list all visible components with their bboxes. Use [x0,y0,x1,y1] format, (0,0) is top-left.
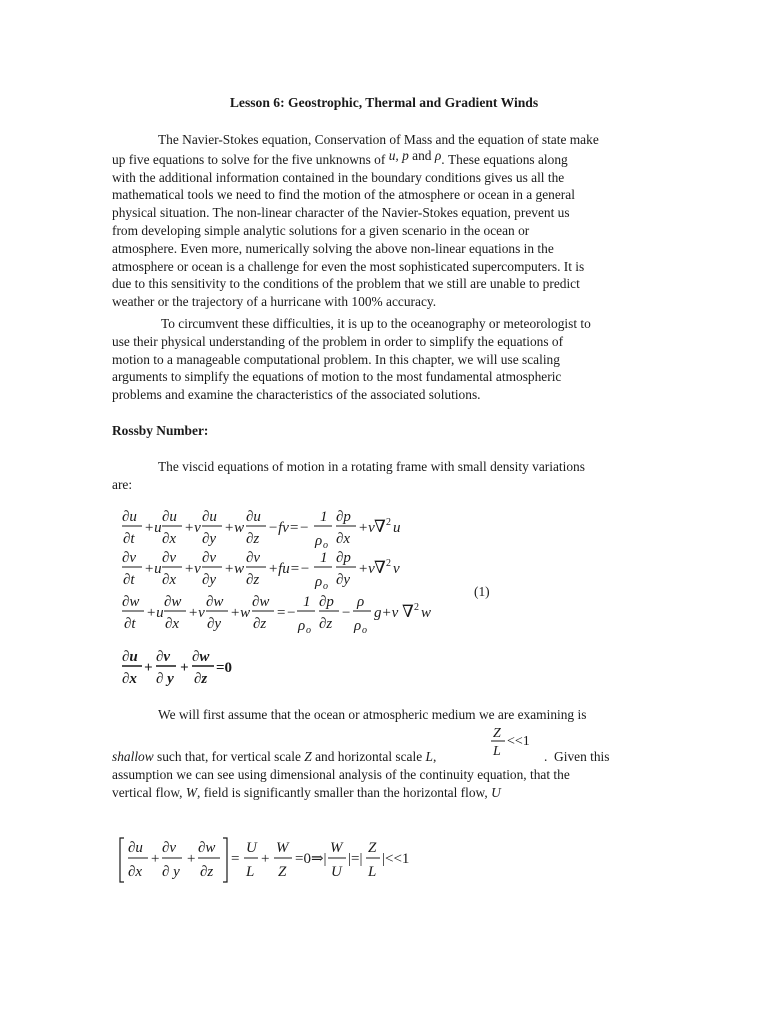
svg-text:+ν: +ν [358,520,375,536]
svg-text:∂ y: ∂ y [156,671,174,687]
svg-text:L: L [246,864,255,880]
svg-text:∂w: ∂w [192,649,210,665]
para2-line-4: arguments to simplify the equations of motion to the most fundamental atmospheric [112,369,562,385]
intro-line-5: physical situation. The non-linear character of the Navier-Stokes equation, prevent us [112,205,570,221]
z-over-l-inline-fraction [490,724,540,764]
svg-text:∂w: ∂w [198,840,216,856]
svg-text:∇: ∇ [374,558,386,577]
unknowns-and: and [412,147,432,163]
para2-line-2: use their physical understanding of the problem in order to simplify the equations of [112,333,564,349]
svg-text:∂y: ∂y [202,531,217,547]
u-momentum-equation [122,509,401,551]
unknowns-rho: ρ [434,147,442,163]
svg-text:∂z: ∂z [200,864,214,880]
svg-text:∂v: ∂v [122,550,137,566]
svg-text:2: 2 [386,558,391,569]
svg-text:u: u [393,520,401,536]
svg-text:+: + [180,660,189,676]
svg-text:=−: =− [276,605,297,621]
svg-text:∂z: ∂z [246,531,260,547]
svg-text:∂v: ∂v [162,550,177,566]
horizontal-scale-L: L [425,749,433,764]
svg-text:+u: +u [144,561,162,577]
para4-line-2-b: and horizontal scale [311,749,426,764]
svg-text:ρ: ρ [298,618,306,634]
para4-line-2 [112,748,436,766]
svg-text:L: L [368,864,377,880]
svg-text:+u: +u [146,605,164,621]
svg-text:o: o [323,540,328,551]
svg-text:∇: ∇ [374,517,386,536]
svg-text:∂x: ∂x [128,864,143,880]
svg-text:+: + [186,851,197,867]
intro-line-8: atmosphere or ocean is a challenge for even the most sophisticated supercomputers. It is [112,258,585,274]
intro-line-2-text: up five equations to solve for the five unknowns of [112,151,386,167]
svg-text:∂u: ∂u [128,840,143,856]
para4-line-4 [112,784,650,802]
svg-text:∂z: ∂z [194,671,208,687]
svg-text:Z: Z [368,840,377,856]
svg-text:|=|: |=| [348,851,363,867]
section-heading-rossby: Rossby Number: [112,423,209,438]
svg-text:v: v [393,561,400,577]
svg-text:+v: +v [184,561,201,577]
unknowns-u-p: u, p [388,147,409,163]
svg-text:Z: Z [493,726,501,741]
svg-text:Z: Z [278,864,287,880]
w-momentum-equation [122,594,431,636]
svg-text:+v: +v [188,605,205,621]
svg-text:∂t: ∂t [124,616,136,632]
svg-text:∂y: ∂y [207,616,222,632]
svg-text:o: o [362,625,367,636]
para4-line-2-a: such that, for vertical scale [153,749,305,764]
svg-text:∂v: ∂v [202,550,217,566]
vertical-scale-Z: Z [304,749,312,764]
svg-text:w: w [421,605,432,621]
para3-line-2: are: [112,476,133,492]
continuity-scaling-equation [112,832,432,887]
svg-text:∂v: ∂v [162,840,177,856]
svg-text:∂t: ∂t [123,531,135,547]
horizontal-flow-U: U [491,784,501,800]
svg-text:|<<1: |<<1 [382,851,410,867]
svg-text:+v: +v [184,520,201,536]
intro-line-9: due to this sensitivity to the conditions of the problem that we still are unable to predict [112,276,580,292]
fourth-paragraph [112,706,650,724]
given-this: Given this [554,749,610,764]
svg-text:∂u: ∂u [122,649,138,665]
svg-text:∂z: ∂z [253,616,267,632]
svg-text:W: W [330,840,343,856]
svg-text:∂w: ∂w [122,594,140,610]
para2-line-3: motion to a manageable computational problem. In this chapter, we will use scaling [112,351,560,367]
vertical-flow-W: W [185,784,198,800]
svg-text:<<1: <<1 [507,734,530,749]
intro-line-10: weather or the trajectory of a hurricane with 100% accuracy. [112,294,437,310]
intro-line-6: from developing simple analytic solutions for a given scenario in the ocean or [112,222,530,238]
svg-text:−fv=−: −fv=− [268,520,310,536]
para3-line-1: The viscid equations of motion in a rotating frame with small density variations [158,459,585,474]
svg-text:∂u: ∂u [122,509,137,525]
svg-text:∂u: ∂u [162,509,177,525]
svg-text:ρ: ρ [315,533,323,549]
continuity-equation [122,649,232,687]
intro-line-7: atmosphere. Even more, numerically solving the above non-linear equations in the [112,240,554,256]
svg-text:∂x: ∂x [162,531,177,547]
svg-text:ρ: ρ [354,618,362,634]
page-title: Lesson 6: Geostrophic, Thermal and Gradient Winds [229,95,539,110]
svg-text:∂p: ∂p [336,550,351,566]
svg-text:+w: +w [224,561,245,577]
intro-line-1: The Navier-Stokes equation, Conservation of Mass and the equation of state make [158,132,599,147]
svg-text:U: U [331,864,342,880]
svg-text:ρ: ρ [357,594,365,610]
svg-text:L: L [493,744,501,759]
svg-text:2: 2 [386,517,391,528]
svg-text:∂x: ∂x [162,572,177,588]
svg-text:+fu=−: +fu=− [268,561,311,577]
svg-text:∂p: ∂p [336,509,351,525]
svg-text:−: − [341,605,352,621]
svg-text:∂y: ∂y [202,572,217,588]
svg-text:U: U [246,840,257,856]
svg-text:=: = [231,851,240,867]
svg-text:∂u: ∂u [202,509,217,525]
svg-text:∂v: ∂v [246,550,261,566]
svg-text:∂w: ∂w [252,594,270,610]
svg-text:W: W [276,840,289,856]
svg-text:1: 1 [320,550,328,566]
svg-text:+: + [150,851,161,867]
para4-line-4-a: vertical flow, [112,784,186,800]
svg-text:∂x: ∂x [336,531,351,547]
para4-line-3: assumption we can see using dimensional analysis of the continuity equation, that the [112,767,570,782]
svg-text:o: o [323,581,328,592]
equation-number: (1) [474,584,490,599]
svg-text:=0⇒|: =0⇒| [295,851,327,867]
svg-text:∂p: ∂p [319,594,334,610]
svg-text:∂z: ∂z [319,616,333,632]
svg-text:1: 1 [303,594,311,610]
svg-text:∂u: ∂u [246,509,261,525]
svg-text:+: + [144,660,153,676]
third-paragraph [112,458,650,494]
intro-line-3: with the additional information contained in the boundary conditions gives us all the [112,169,565,185]
intro-line-2 [112,147,650,169]
para4-line-2-c: , [432,749,437,764]
svg-text:o: o [306,625,311,636]
svg-text:+ν: +ν [358,561,375,577]
svg-text:1: 1 [320,509,328,525]
svg-text:∇: ∇ [402,602,414,621]
svg-text:∂z: ∂z [246,572,260,588]
svg-text:∂w: ∂w [164,594,182,610]
svg-text:∂v: ∂v [156,649,171,665]
svg-text:=0: =0 [216,660,233,676]
svg-text:+w: +w [230,605,251,621]
second-paragraph [112,315,650,404]
svg-text:∂t: ∂t [123,572,135,588]
para4-line-2-end: . Given this [544,749,610,764]
svg-text:+u: +u [144,520,162,536]
intro-line-2-end: . These equations along [441,151,568,167]
svg-text:∂w: ∂w [206,594,224,610]
shallow-word: shallow [112,749,154,764]
svg-text:g+ν: g+ν [374,605,399,621]
intro-line-4: mathematical tools we need to find the motion of the atmosphere or ocean in a general [112,187,575,203]
equations-of-motion [112,505,532,695]
svg-text:2: 2 [414,602,419,613]
svg-text:+w: +w [224,520,245,536]
svg-text:∂y: ∂y [336,572,351,588]
svg-text:+: + [261,851,270,867]
para4-continued [112,766,650,802]
para2-line-1: To circumvent these difficulties, it is up to the oceanography or meteorologist to [161,316,591,331]
para4-line-4-b: , field is significantly smaller than the horizontal flow, [197,784,492,800]
svg-text:ρ: ρ [315,574,323,590]
intro-paragraph [112,131,650,311]
v-momentum-equation [122,550,400,592]
svg-text:∂x: ∂x [122,671,137,687]
svg-text:∂ y: ∂ y [162,864,180,880]
para2-line-5: problems and examine the characteristics of the associated solutions. [112,387,481,403]
svg-text:∂x: ∂x [165,616,180,632]
para4-line-1: We will first assume that the ocean or atmospheric medium we are examining is [158,707,587,722]
